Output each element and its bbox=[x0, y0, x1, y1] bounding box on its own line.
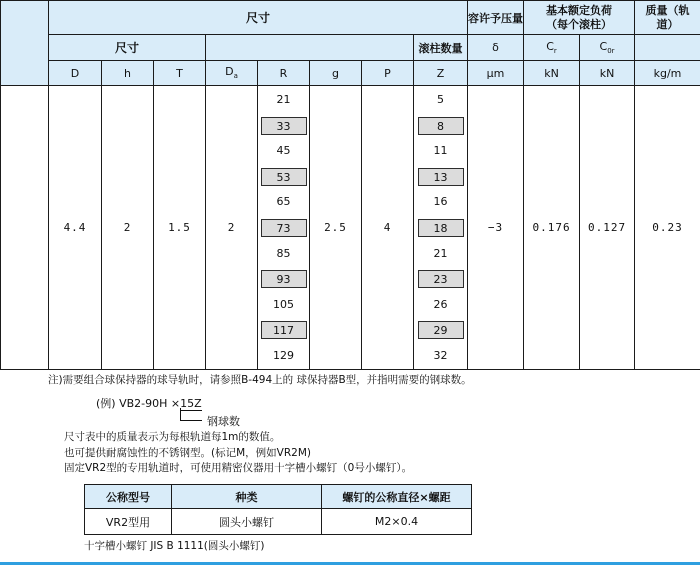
r-cell: 65 bbox=[276, 195, 291, 209]
z-cell: 11 bbox=[433, 144, 448, 158]
r-cell: 93 bbox=[261, 270, 307, 288]
header-preload: 容许予压量 bbox=[468, 1, 524, 35]
unit-mass: kg/m bbox=[635, 61, 700, 86]
z-cell: 13 bbox=[418, 168, 464, 186]
value-mass: 0.23 bbox=[635, 86, 700, 370]
header-delta: δ bbox=[468, 35, 524, 61]
r-cell: 33 bbox=[261, 117, 307, 135]
corner-blank bbox=[1, 1, 49, 86]
r-cell: 129 bbox=[273, 348, 294, 362]
screw-table bbox=[84, 484, 472, 535]
example-callout: 钢球数 bbox=[207, 415, 240, 428]
example-bracket bbox=[180, 408, 202, 421]
col-R: R bbox=[258, 61, 310, 86]
z-cell: 18 bbox=[418, 219, 464, 237]
value-Z-stack bbox=[414, 86, 468, 370]
value-c: 0.176 bbox=[524, 86, 580, 370]
screw-header-model: 公称型号 bbox=[85, 485, 172, 509]
r-cell: 45 bbox=[276, 144, 291, 158]
note-ball-retainer: 注)需要组合球保持器的球导轨时，请参照B-494上的 球保持器B型，并指明需要的钢球数。 bbox=[48, 374, 472, 386]
note-mass: 尺寸表中的质量表示为每根轨道每1m的数值。 bbox=[64, 431, 281, 443]
col-D: D bbox=[49, 61, 102, 86]
z-cell: 26 bbox=[433, 297, 448, 311]
z-cell: 8 bbox=[418, 117, 464, 135]
col-h: h bbox=[102, 61, 154, 86]
r-cell: 117 bbox=[261, 321, 307, 339]
unit-delta: μm bbox=[468, 61, 524, 86]
value-D: 4.4 bbox=[49, 86, 102, 370]
r-cell: 73 bbox=[261, 219, 307, 237]
value-R-stack bbox=[258, 86, 310, 370]
col-T: T bbox=[154, 61, 206, 86]
value-delta: −3 bbox=[468, 86, 524, 370]
z-cell: 32 bbox=[433, 348, 448, 362]
screw-type: 圆头小螺钉 bbox=[172, 509, 322, 535]
value-P: 4 bbox=[362, 86, 414, 370]
col-g: g bbox=[310, 61, 362, 86]
header-dimensions-sub: 尺寸 bbox=[49, 35, 206, 61]
col-Z: Z bbox=[414, 61, 468, 86]
unit-c: kN bbox=[524, 61, 580, 86]
note-stainless: 也可提供耐腐蚀性的不锈钢型。(标记M，例如VR2M) bbox=[64, 447, 311, 459]
r-cell: 85 bbox=[276, 246, 291, 260]
bottom-rule bbox=[0, 562, 700, 565]
z-cell: 29 bbox=[418, 321, 464, 339]
value-h: 2 bbox=[102, 86, 154, 370]
example-line: (例) VB2-90H ×15Z bbox=[96, 397, 202, 410]
screw-header-size: 螺钉的公称直径×螺距 bbox=[322, 485, 472, 509]
z-cell: 23 bbox=[418, 270, 464, 288]
r-cell: 105 bbox=[273, 297, 294, 311]
header-load-rating: 基本额定负荷（每个滚柱） bbox=[524, 1, 635, 35]
value-T: 1.5 bbox=[154, 86, 206, 370]
screw-standard-note: 十字槽小螺钉 JIS B 1111(圆头小螺钉) bbox=[84, 540, 265, 552]
screw-size: M2×0.4 bbox=[322, 509, 472, 535]
unit-c0: kN bbox=[580, 61, 635, 86]
note-screw: 固定VR2型的专用轨道时，可使用精密仪器用十字槽小螺钉（0号小螺钉）。 bbox=[64, 462, 413, 474]
header-dimensions: 尺寸 bbox=[49, 1, 468, 35]
col-P: P bbox=[362, 61, 414, 86]
z-cell: 21 bbox=[433, 246, 448, 260]
header-mass: 质量（轨道） bbox=[635, 1, 700, 35]
r-cell: 53 bbox=[261, 168, 307, 186]
value-g: 2.5 bbox=[310, 86, 362, 370]
r-cell: 21 bbox=[276, 93, 291, 106]
z-cell: 16 bbox=[433, 195, 448, 209]
header-c0: $C_{0r}$ bbox=[580, 35, 635, 61]
z-cell: 5 bbox=[437, 93, 444, 106]
header-blank bbox=[206, 35, 414, 61]
screw-model: VR2型用 bbox=[85, 509, 172, 535]
row-blank bbox=[1, 86, 49, 370]
header-mass-blank bbox=[635, 35, 700, 61]
value-Da: 2 bbox=[206, 86, 258, 370]
col-Da: $D_a$ bbox=[206, 61, 258, 86]
header-c: $C_r$ bbox=[524, 35, 580, 61]
value-c0: 0.127 bbox=[580, 86, 635, 370]
header-roller-count: 滚柱数量 bbox=[414, 35, 468, 61]
example-count: 15Z bbox=[180, 397, 202, 410]
screw-header-type: 种类 bbox=[172, 485, 322, 509]
